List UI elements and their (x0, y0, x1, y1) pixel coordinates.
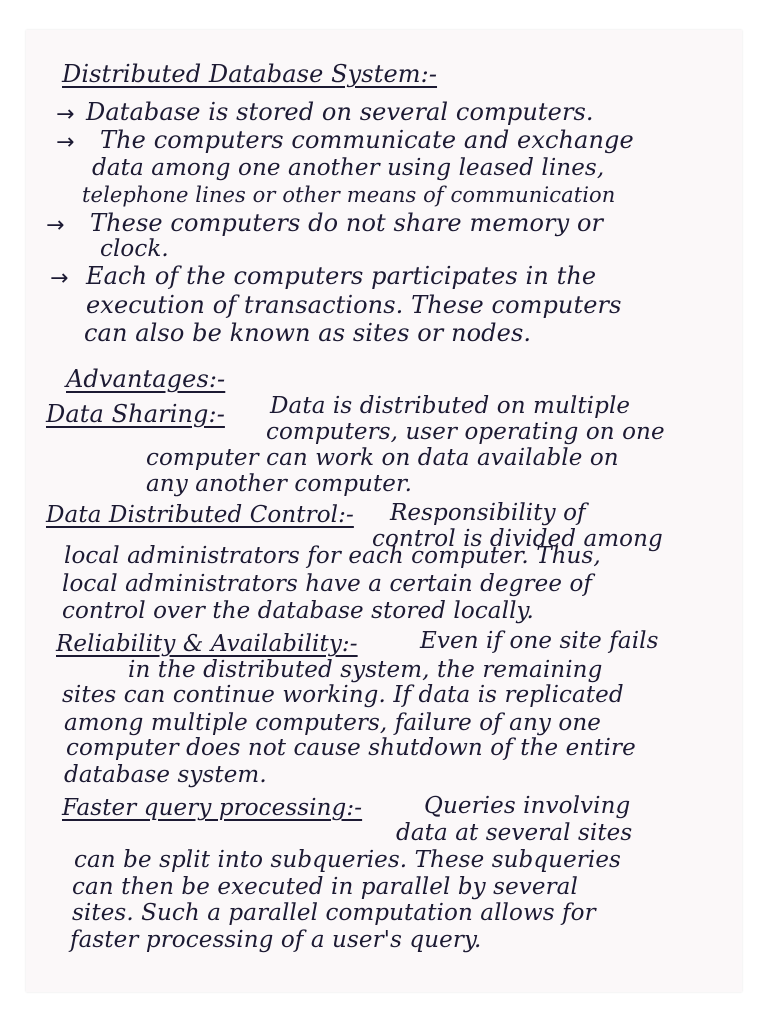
data-sharing-line: any another computer. (146, 471, 412, 497)
point-line: telephone lines or other means of communication (82, 183, 616, 207)
faster-query-line: Queries involving (424, 793, 631, 819)
faster-query-line: faster processing of a user's query. (70, 927, 482, 953)
faster-query-line: can be split into subqueries. These subqueries (74, 847, 621, 873)
reliability-line: sites can continue working. If data is replicated (62, 682, 624, 708)
data-sharing-line: Data is distributed on multiple (270, 393, 631, 419)
point-line: can also be known as sites or nodes. (84, 319, 532, 347)
point-line: The computers communicate and exchange (100, 126, 634, 154)
distributed-control-heading: Data Distributed Control:- (46, 502, 354, 528)
point-line: Each of the computers participates in the (86, 262, 597, 290)
point-line: Database is stored on several computers. (86, 98, 594, 126)
point-line: clock. (100, 236, 169, 262)
arrow-bullet-icon: → (56, 130, 75, 155)
faster-query-line: data at several sites (396, 820, 633, 846)
advantages-heading: Advantages:- (66, 365, 226, 393)
point-line: data among one another using leased lines, (92, 155, 605, 181)
data-sharing-line: computer can work on data available on (146, 445, 619, 471)
data-sharing-line: computers, user operating on one (266, 419, 665, 445)
arrow-bullet-icon: → (50, 266, 69, 291)
distributed-control-line: Responsibility of (390, 500, 586, 526)
reliability-line: among multiple computers, failure of any one (64, 710, 601, 736)
reliability-line: computer does not cause shutdown of the entire (66, 735, 636, 761)
reliability-line: database system. (64, 762, 267, 788)
point-line: These computers do not share memory or (90, 209, 604, 237)
reliability-line: Even if one site fails (420, 628, 659, 654)
reliability-line: in the distributed system, the remaining (128, 657, 603, 683)
distributed-control-line: local administrators have a certain degree of (62, 571, 593, 597)
reliability-heading: Reliability & Availability:- (56, 631, 358, 657)
distributed-control-line: control is divided among (372, 526, 663, 552)
point-line: execution of transactions. These computers (86, 291, 622, 319)
distributed-control-line: local administrators for each computer. Thus, (64, 543, 601, 569)
arrow-bullet-icon: → (56, 102, 75, 127)
faster-query-line: sites. Such a parallel computation allows for (72, 900, 596, 926)
data-sharing-heading: Data Sharing:- (46, 400, 225, 428)
faster-query-line: can then be executed in parallel by several (72, 874, 578, 900)
distributed-control-line: control over the database stored locally. (62, 598, 534, 624)
faster-query-heading: Faster query processing:- (62, 795, 363, 821)
page-title: Distributed Database System:- (62, 60, 438, 88)
arrow-bullet-icon: → (46, 213, 65, 238)
